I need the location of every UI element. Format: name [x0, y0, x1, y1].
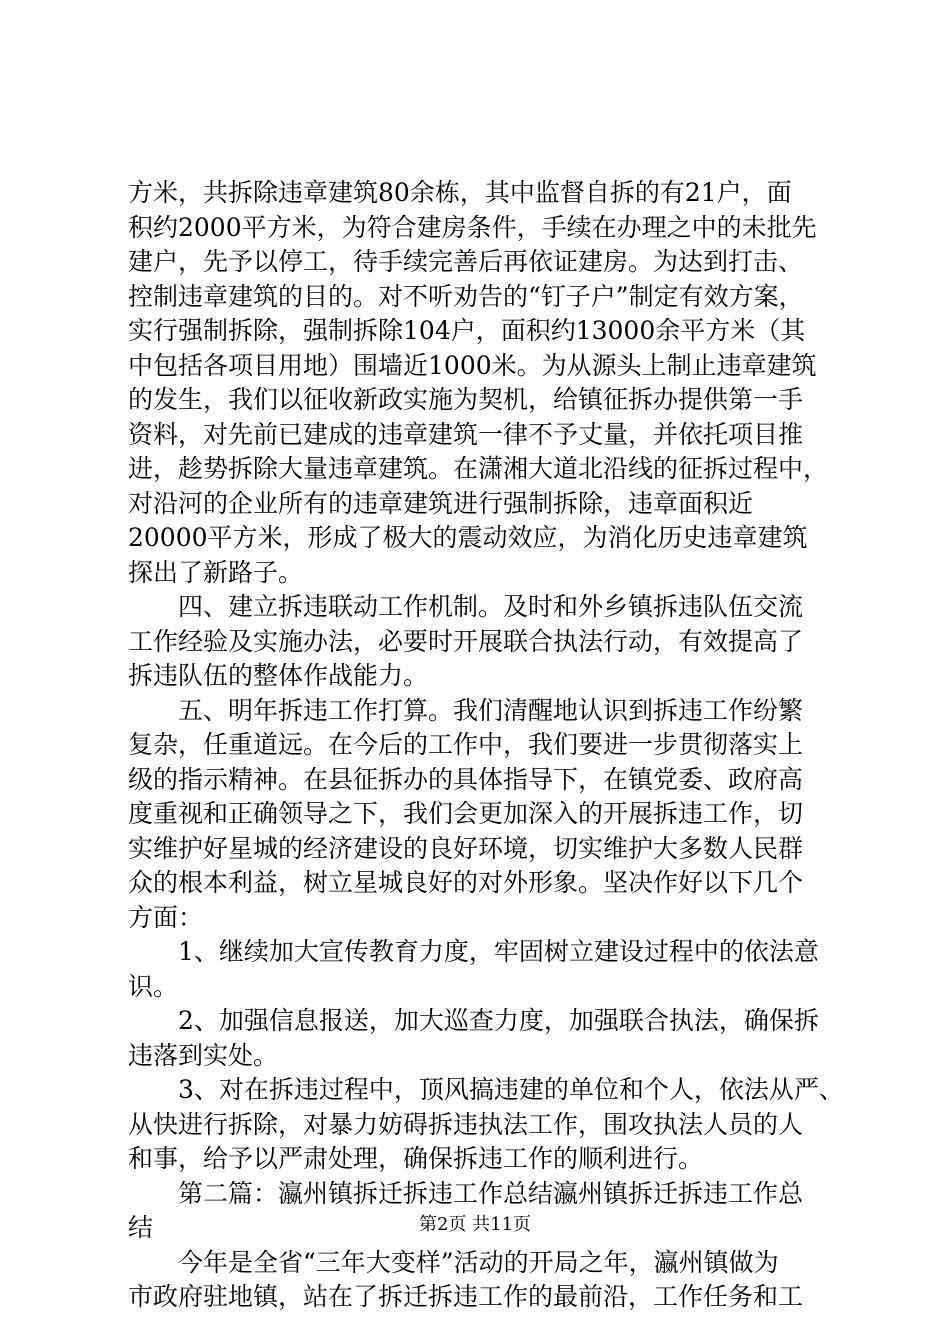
document-body — [128, 176, 844, 1315]
body-line: 资料，对先前已建成的违章建筑一律不予丈量，并依托项目推 — [128, 419, 804, 449]
list-item-two-line: 2、加强信息报送，加大巡查力度，加强联合执法，确保拆 — [128, 1006, 819, 1035]
body-line: 中包括各项目用地）围墙近1000米。为从源头上制止违章建筑 — [128, 350, 817, 380]
body-line: 拆违队伍的整体作战能力。 — [128, 661, 429, 690]
body-line: 今年是全省“三年大变样”活动的开局之年，瀛州镇做为 — [128, 1247, 779, 1277]
body-line: 方面： — [128, 902, 204, 932]
body-line: 结 — [128, 1213, 154, 1242]
body-line: 控制违章建筑的目的。对不听劝告的“钉子户”制定有效方案， — [128, 281, 804, 311]
page-number: 第2页 共11页 — [418, 1214, 532, 1235]
body-line: 度重视和正确领导之下，我们会更加深入的开展拆违工作，切 — [128, 799, 804, 828]
body-line: 市政府驻地镇，站在了拆迁拆违工作的最前沿，工作任务和工 — [128, 1282, 804, 1311]
body-line: 20000平方米，形成了极大的震动效应，为消化历史违章建筑 — [128, 523, 808, 552]
body-line: 方米，共拆除违章建筑80余栋，其中监督自拆的有21户，面 — [128, 178, 792, 207]
body-line: 实维护好星城的经济建设的良好环境，切实维护大多数人民群 — [128, 833, 804, 863]
list-item-three-line: 3、对在拆违过程中，顶风搞违建的单位和个人，依法从严、 — [128, 1075, 844, 1104]
body-line: 的发生，我们以征收新政实施为契机，给镇征拆办提供第一手 — [128, 385, 804, 414]
body-line: 进，趁势拆除大量违章建筑。在潇湘大道北沿线的征拆过程中， — [128, 454, 829, 483]
body-line: 工作经验及实施办法，必要时开展联合执法行动，有效提高了 — [128, 626, 804, 656]
section-five-line: 五、明年拆违工作打算。我们清醒地认识到拆违工作纷繁 — [128, 695, 804, 725]
body-line: 和事，给予以严肃处理，确保拆违工作的顺利进行。 — [128, 1144, 704, 1173]
section-four-line: 四、建立拆违联动工作机制。及时和外乡镇拆违队伍交流 — [128, 592, 804, 621]
body-line: 级的指示精神。在县征拆办的具体指导下，在镇党委、政府高 — [128, 764, 804, 794]
body-line: 对沿河的企业所有的违章建筑进行强制拆除，违章面积近 — [128, 488, 754, 518]
body-line: 实行强制拆除，强制拆除104户，面积约13000余平方米（其 — [128, 316, 806, 345]
body-line: 建户，先予以停工，待手续完善后再依证建房。为达到打击、 — [128, 247, 804, 276]
body-line: 众的根本利益，树立星城良好的对外形象。坚决作好以下几个 — [128, 868, 804, 897]
body-line: 从快进行拆除，对暴力妨碍拆违执法工作，围攻执法人员的人 — [128, 1109, 804, 1139]
body-line: 积约2000平方米，为符合建房条件，手续在办理之中的未批先 — [128, 212, 817, 242]
body-line: 复杂，任重道远。在今后的工作中，我们要进一步贯彻落实上 — [128, 730, 804, 759]
body-line: 探出了新路子。 — [128, 557, 304, 587]
body-line: 识。 — [128, 971, 179, 1001]
body-line: 违落到实处。 — [128, 1040, 279, 1070]
page-footer — [0, 1213, 950, 1237]
list-item-one-line: 1、继续加大宣传教育力度，牢固树立建设过程中的依法意 — [128, 937, 819, 966]
chapter-two-heading-line: 第二篇：瀛州镇拆迁拆违工作总结瀛州镇拆迁拆违工作总 — [128, 1178, 804, 1208]
